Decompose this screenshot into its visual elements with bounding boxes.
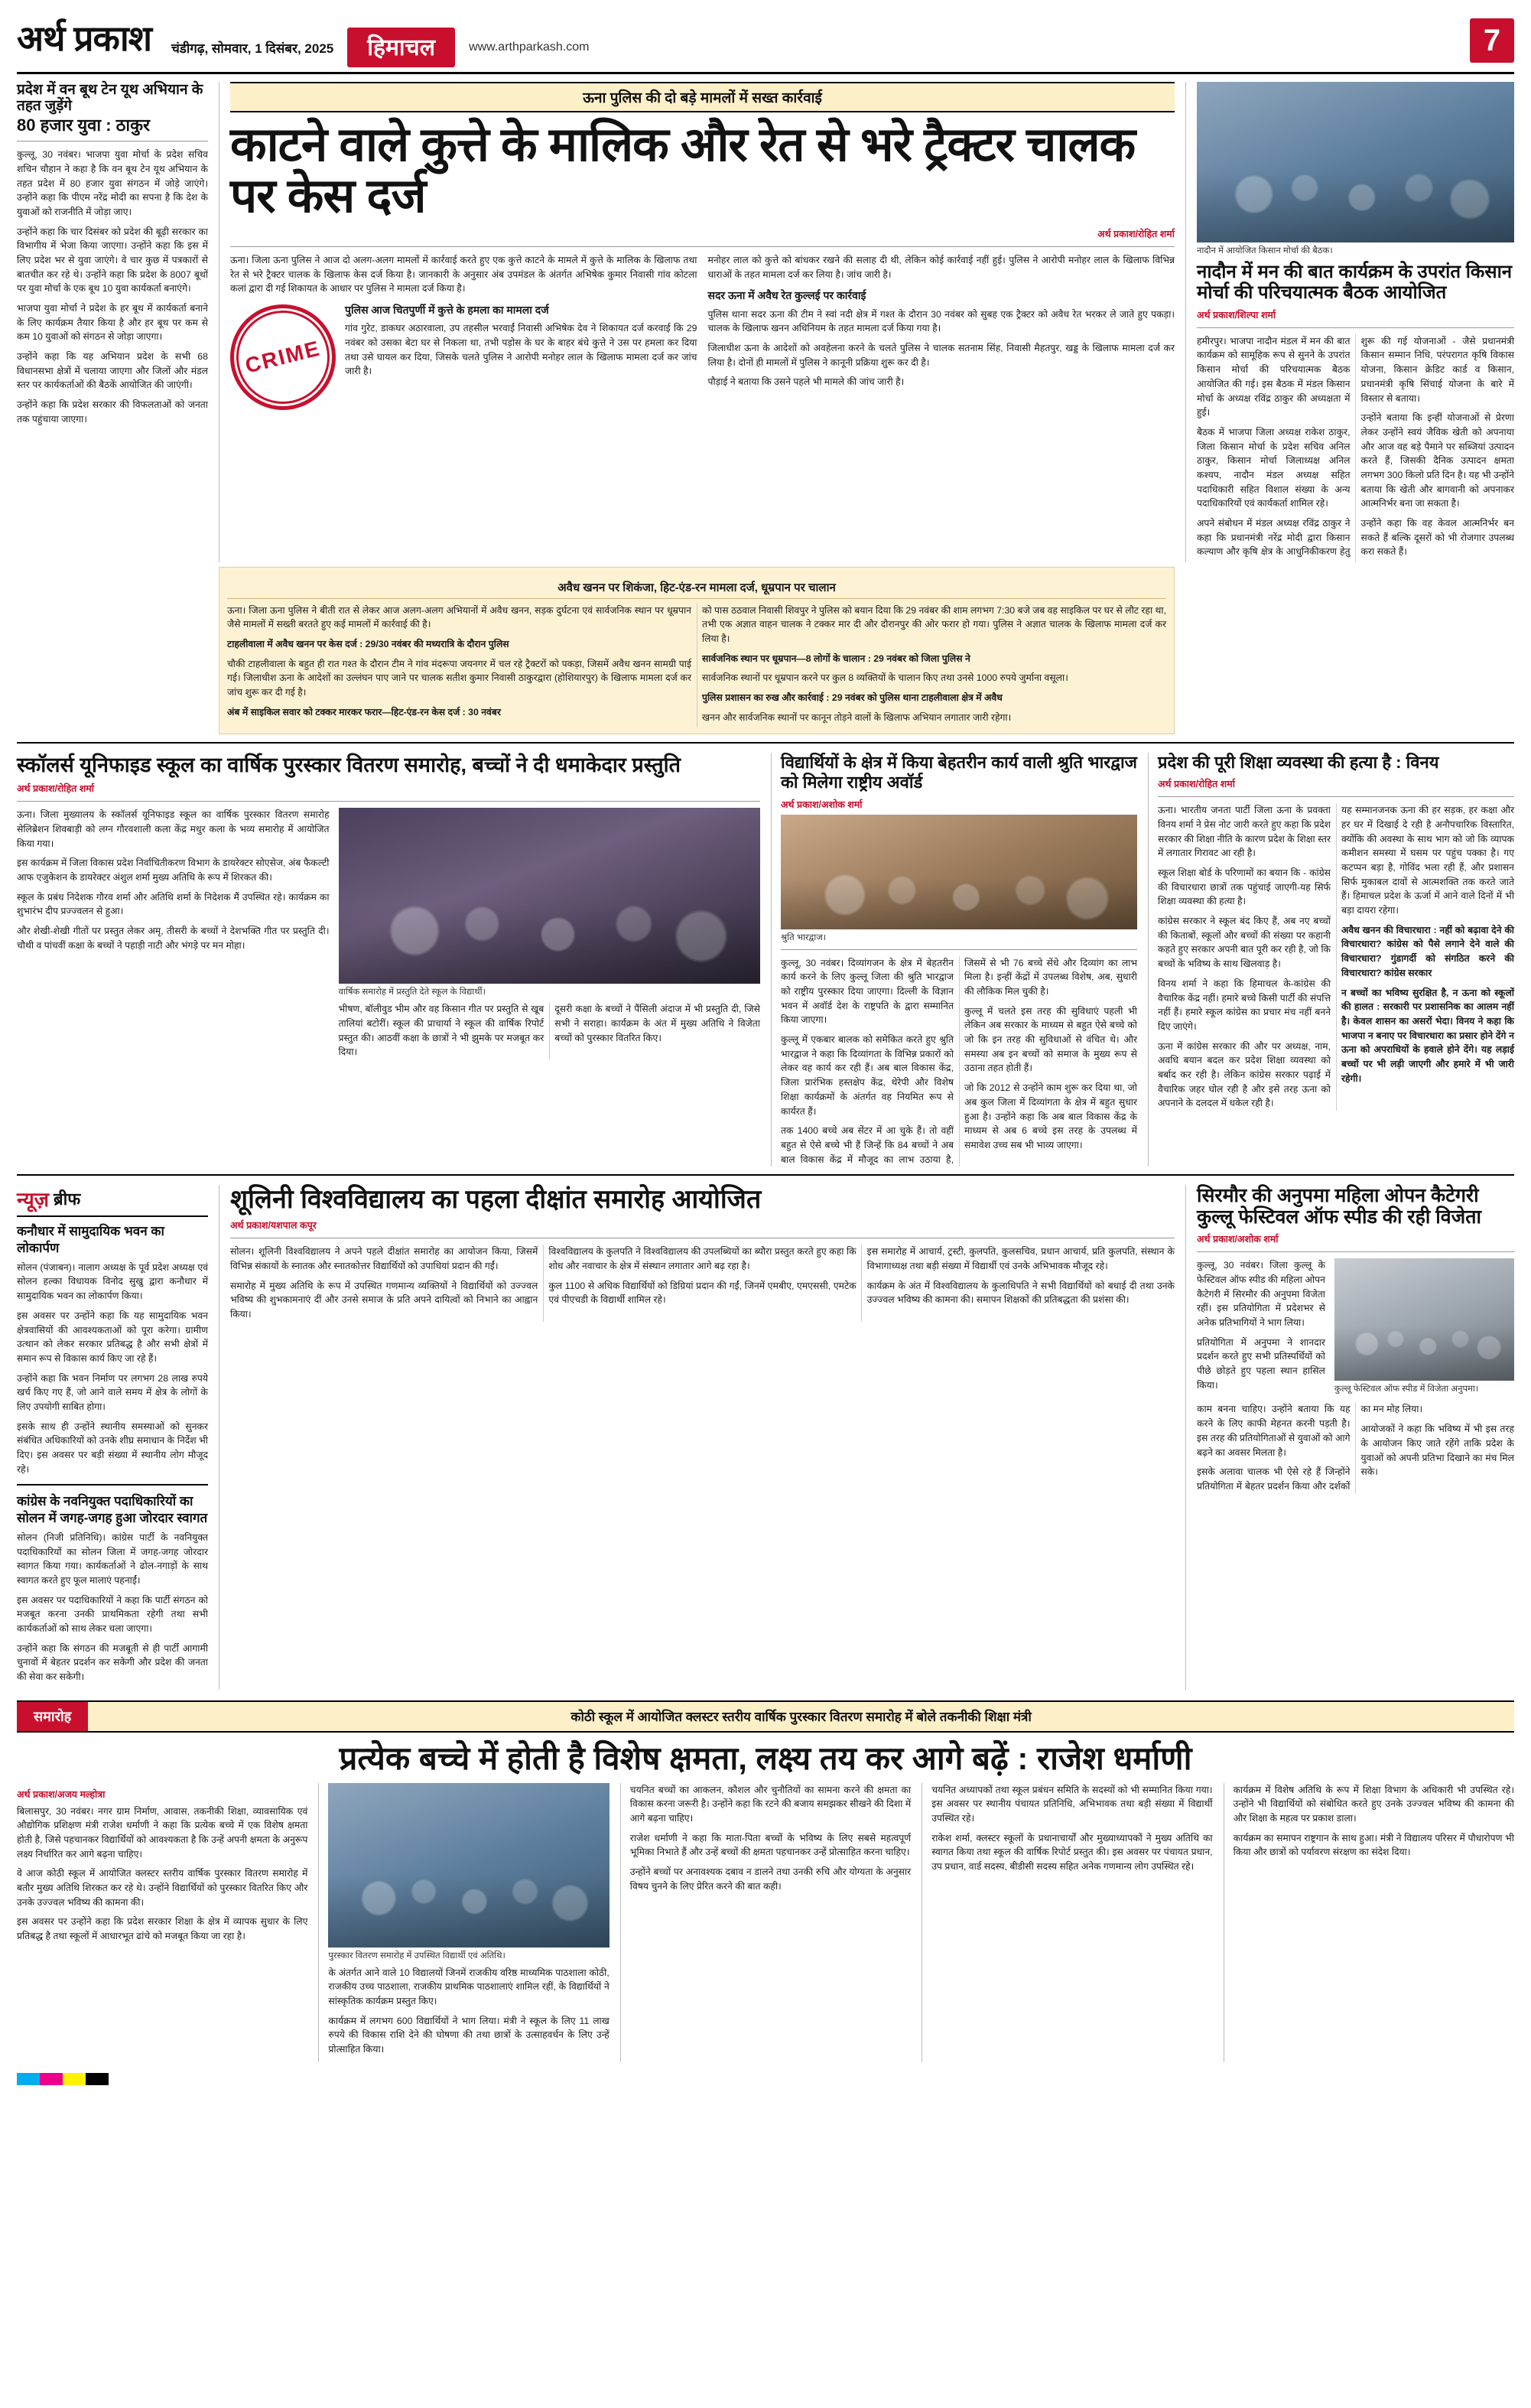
newspaper-logo: अर्थ प्रकाश [17,18,152,58]
banner-kicker: कोठी स्कूल में आयोजित क्लस्टर स्तरीय वार्षिक पुरस्कार वितरण समारोह में बोले तकनीकी शिक्षा मंत्री [570,1710,1032,1725]
shruti-headline: विद्यार्थियों के क्षेत्र में किया बेहतरीन कार्य वाली श्रुति भारद्वाज को मिलेगा राष्ट्रीय अवॉर्ड [781,752,1137,792]
lead-headline: काटने वाले कुत्ते के मालिक और रेत से भरे ट्रैक्टर चालक पर केस दर्ज [230,119,1136,223]
banner-col-1 [17,1783,307,2062]
lead-kicker: ऊना पुलिस की दो बड़े मामलों में सख्त कार्रवाई [230,82,1175,112]
brief-1-body [17,1261,208,1477]
mining-s2: को पास ठठवाल निवासी शिवपुर ने पुलिस को बयान दिया कि 29 नवंबर की शाम लगभग 7:30 बजे जब वह साइकिल पर घर से लौट रहा था, तभी एक अज्ञात वाहन चालक ने टक्कर मार दी और दौरानपुर की ओर फरार हो गया। पुलिस ने अज्ञात चालक के खिलाफ मामला दर्ज कर लिया है। [702,604,1167,644]
scholars-col1 [17,808,330,1059]
bjp-p1: हमीरपुर। भाजपा नादौन मंडल में मन की बात कार्यक्रम को सामूहिक रूप से सुनने के उपरांत किसान मोर्चा की परिचयात्मक बैठक आयोजित की गई। इस बैठक में मंडल किसान मोर्चा के अध्यक्ष रविंद्र ठाकुर की अध्यक्षता में हुई। [1197,335,1351,418]
lead-byline: अर्थ प्रकाश/रोहित शर्मा [1097,228,1175,239]
lead-sub1-head: पुलिस आज चितपुर्णी में कुत्ते के हमला का मामला दर्ज [345,303,549,316]
shoolini-body [230,1245,1175,1321]
vinay-sub-head-1: अवैध खनन की विचारधारा : नहीं को बढ़ावा देने की विचारधारा? कांग्रेस को पैसे लगाने देने वाले की विचारधारा? गुंडागर्दी को संगठित करने की विचारधारा? कांग्रेस सरकार [1341,924,1514,978]
lead-p1: ऊना। जिला ऊना पुलिस ने आज दो अलग-अलग मामलों में कार्रवाई करते हुए एक कुत्ते काटने के मामले में कुत्ते के मालिक के खिलाफ तथा रेत से भरे ट्रैक्टर चालक के खिलाफ केस दर्ज किया है। जानकारी के अनुसार अंब उपमंडल के अंतर्गत अभिषेक कुमार निवासी गांव कोटला कलां द्वारा दी गई शिकायत के आधार पर पुलिस ने मामला दर्ज किया है। [230,254,697,294]
bjp-p4: उन्होंने बताया कि इन्हीं योजनाओं से प्रेरणा लेकर उन्होंने स्वयं जैविक खेती को अपनाया और आज वह बड़े पैमाने पर सब्जियां उत्पादन करते हैं, जिसकी दैनिक उत्पादन क्षमता लगभग 300 किलो प्रति दिन है। यह भी उन्होंने बताया कि खेती और बागवानी को अपनाकर आत्मनिर्भर बना जा सकता है। [1360,412,1514,509]
vinay-p6: यह सम्मानजनक ऊना की हर सड़क, हर कक्षा और हर घर में दिखाई दे रही है अनौपचारिक विस्तारित, क्योंकि की अवस्था के साथ भाग को जो कि व्यापक कमीशन समस्या में घसम पर पहुंच पक्का है। गए कटप्पन बड़ा है, गोविंद भला रही हैं, और प्रशासन सिर्फ मुकाबल दावों से आत्मशक्ति तक करते जाते हैं। हिमाचल प्रदेश के ऊर्जा में आने वाले दिनों में भी बड़ा दायरा रहेगा। [1341,805,1514,916]
vinay-p1: ऊना। भारतीय जनता पार्टी जिला ऊना के प्रवक्ता विनय शर्मा ने प्रेस नोट जारी करते हुए कहा कि प्रदेश सरकार की शिक्षा नीति के कारण प्रदेश के शिक्षा स्तर में लगातार गिरावट आ रही है। [1158,805,1331,859]
mining-s2-head: अंब में साइकिल सवार को टक्कर मारकर फरार—हिट-एंड-रन केस दर्ज : 30 नवंबर [227,706,501,718]
brief-2-p3: उन्होंने कहा कि संगठन की मजबूती से ही पार्टी आगामी चुनावों में बेहतर प्रदर्शन कर सकेगी और प्रदेश की जनता की सेवा कर सकेगी। [17,1642,208,1683]
award-ceremony-photo [328,1783,609,1948]
shruti-p2: कुल्लू में एकबार बालक को समेकित करते हुए श्रुति भारद्वाज ने कहा कि दिव्यांगता के विभिन्न प्रकारों को लेकर वह कार्य कर रही हैं। अब बाल विकास केंद्र, जिला प्रारंभिक हस्तक्षेप केंद्र, थेरेपी और विशेष शिक्षा कार्यक्रमों के अंतर्गत वह नियमित रूप से कार्यरत हैं। [781,1034,954,1117]
banner-col-3 [620,1783,911,2062]
shruti-p3: तक 1400 बच्चे अब सेंटर में आ चुके हैं। तो वहीं बहुत से ऐसे बच्चे भी हैं जिन्हें कि 84 बच्चों ने अब बाल विकास केंद्र में मौजूद का लाभ उठाया है, जिसमें से भी 76 बच्चे सेंधे और दिव्यांग का लाभ मिला है। इन्हीं केंद्रों में उपलब्ध विशेष, अब, सुधारी की लौकिक मिल चुकी है। [781,957,1137,1165]
forest-p2: उन्होंने कहा कि चार दिसंबर को प्रदेश की बूढ़ी सरकार का विभागीय में भेजा किया जाएगा। उन्होंने कहा कि इस में लिए प्रदेश भर से युवा जाएंगे। वे चार कुछ में पत्रकारों से बातचीत कर रहे थे। उन्होंने कहा कि प्रदेश के 8007 बूथों पर युवा मोर्चा के एक बूथ 10 युवा कार्यकर्ता बनाएंगे। [17,226,208,294]
lead-sub4: जिलाधीश ऊना के आदेशों को अवहेलना करने के चलते पुलिस ने चालक सतनाम सिंह, निवासी मैहतपुर, खड्ड के खिलाफ मामला दर्ज कर लिया है। दोनों ही मामलों में पुलिस ने कानूनी प्रक्रिया शुरू कर दी है। [707,342,1175,368]
shoolini-p6: कार्यक्रम के अंत में विश्वविद्यालय के कुलाधिपति ने सभी विद्यार्थियों को बधाई दी तथा उनके उज्ज्वल भविष्य की कामना की। समापन शिक्षकों की प्रतिबद्धता की प्रशंसा की। [866,1280,1175,1306]
scholars-headline: स्कॉलर्स यूनिफाइड स्कूल का वार्षिक पुरस्कार वितरण समारोह, बच्चों ने दी धमाकेदार प्रस्तुति [17,753,681,776]
scholars-p3: स्कूल के प्रबंध निदेशक गौरव शर्मा और अतिथि शर्मा के निदेशक मैं उपस्थित रहे। कार्यक्रम का शुभारंभ दीप प्रज्ज्वलन से हुआ। [17,891,330,917]
shoolini-p1: सोलन। शूलिनी विश्वविद्यालय ने अपने पहले दीक्षांत समारोह का आयोजन किया, जिसमें विभिन्न संकायों के स्नातक और स्नातकोत्तर विद्यार्थियों को उपाधियां प्रदान की गईं। [230,1246,538,1272]
lower-section [17,1185,1514,1690]
mining-s4-head: पुलिस प्रशासन का रुख और कार्रवाई : 29 नवंबर को पुलिस थाना टाहलीवाला क्षेत्र में अवैध [702,692,1003,703]
scholars-story [17,753,760,1167]
shoolini-headline: शूलिनी विश्वविद्यालय का पहला दीक्षांत समारोह आयोजित [230,1185,762,1215]
brief-1-byline: सोलन (पंजाबन)। नालाग अध्यक्ष के पूर्व प्रदेश अध्यक्ष एवं सोलन हल्का विधायक विनोद सुखु द्वारा कनौधार में सामुदायिक भवन का लोकार्पण किया। [17,1261,208,1302]
masthead [17,14,1514,74]
shruti-story [771,753,1137,1167]
banner-p10: राकेश शर्मा, क्लस्टर स्कूलों के प्रधानाचार्यों और मुख्याध्यापकों ने मुख्य अतिथि का स्वागत किया तथा स्कूल की वार्षिक रिपोर्ट प्रस्तुत की। इस अवसर पर पंचायत प्रधान, उप प्रधान, वार्ड सदस्य, बीडीसी सदस्य सहित अनेक गणमान्य लोग उपस्थित रहे। [931,1832,1213,1873]
cmyk-cyan [17,2073,40,2085]
banner-p4: के अंतर्गत आने वाले 10 विद्यालयों जिनमें राजकीय वरिष्ठ माध्यमिक पाठशाला कोठी, राजकीय उच्च पाठशाला, राजकीय प्राथमिक पाठशालाएं शामिल रहीं, के विद्यार्थियों ने सांस्कृतिक कार्यक्रम प्रस्तुत किए। [328,1967,609,2007]
banner-p9: चयनित अध्यापकों तथा स्कूल प्रबंधन समिति के सदस्यों को भी सम्मानित किया गया। इस अवसर पर स्थानीय पंचायत प्रतिनिधि, अभिभावक तथा बड़ी संख्या में विद्यार्थी उपस्थित रहे। [931,1784,1213,1824]
banner-p5: कार्यक्रम में लगभग 600 विद्यार्थियों ने भाग लिया। मंत्री ने स्कूल के लिए 11 लाख रुपये की विकास राशि देने की घोषणा की तथा छात्रों के उत्साहवर्धन के लिए उन्हें प्रोत्साहित किया। [328,2015,609,2055]
bjp-meeting-photo [1197,82,1514,242]
bjp-p5: उन्होंने कहा कि वह केवल आत्मनिर्भर बन सकते हैं बल्कि दूसरों को भी रोजगार उपलब्ध करा सकते हैं। [1360,518,1514,558]
shruti-body [781,956,1137,1167]
anupma-p1: कुल्लू, 30 नवंबर। जिला कुल्लू के फेस्टिवल ऑफ स्पीड की महिला ओपन कैटेगरी में सिरमौर की अनुपमा विजेता रहीं। इस प्रतियोगिता में प्रदेशभर से अनेक प्रतिभागियों ने भाग लिया। [1197,1260,1325,1329]
forest-p5: उन्होंने कहा कि प्रदेश सरकार की विफलताओं को जनता तक पहुंचाया जाएगा। [17,399,208,425]
anupma-col1 [1197,1258,1325,1398]
banner-body-section [17,1783,1514,2062]
brief-1-p3: इसके साथ ही उन्होंने स्थानीय समस्याओं को सुनकर संबंधित अधिकारियों को उनके शीघ्र समाधान के निर्देश भी दिए। इस अवसर पर बड़ी संख्या में स्थानीय लोग मौजूद रहे। [17,1420,208,1475]
banner-byline: अर्थ प्रकाश/अजय मल्होत्रा [17,1788,106,1800]
cmyk-black [86,2073,109,2085]
brief-1-headline: कनौधार में सामुदायिक भवन का लोकार्पण [17,1224,164,1255]
scholars-p1: ऊना। जिला मुख्यालय के स्कॉलर्स यूनिफाइड स्कूल का वार्षिक पुरस्कार वितरण समारोह सेलिब्रेशन शिवबाड़ी को लग्न गौरवशाली कला केंद्र मधुर कला के भव्य समारोह में आयोजित किया गया। [17,809,330,849]
vinay-p2: स्कूल शिक्षा बोर्ड के परिणामों का बयान कि - कांग्रेस की विचारधारा छात्रों तक पहुंचाई जाएगी-यह सिर्फ शिक्षा व्यवस्था की हत्या है। [1158,867,1331,907]
banner-col-4 [922,1783,1212,2062]
anupma-p4: इसके अलावा चालक भी ऐसे रहे हैं जिन्होंने प्रतियोगिता में बेहतर प्रदर्शन किया और दर्शकों का मन मोह लिया। [1197,1404,1423,1492]
bjp-byline: अर्थ प्रकाश/शिल्पा शर्मा [1197,309,1276,321]
shoolini-story [219,1185,1175,1690]
lead-col-2 [708,253,1175,415]
anupma-p3: काम बनना चाहिए। उन्होंने बताया कि यह करने के लिए काफी मेहनत करनी पड़ती है। इस तरह की प्रतियोगिताओं से युवाओं को आगे बढ़ने का अवसर मिलता है। [1197,1404,1351,1458]
scholars-byline: अर्थ प्रकाश/रोहित शर्मा [17,783,94,795]
bjp-headline: नादौन में मन की बात कार्यक्रम के उपरांत किसान मोर्चा की परिचयात्मक बैठक आयोजित [1197,262,1513,303]
anupma-byline: अर्थ प्रकाश/अशोक शर्मा [1197,1234,1279,1245]
banner-p2: वे आज कोठी स्कूल में आयोजित क्लस्टर स्तरीय वार्षिक पुरस्कार वितरण समारोह में बतौर मुख्य अतिथि शिरकत कर रहे थे। उन्होंने विद्यार्थियों को पुरस्कार वितरित किए और उनके उज्ज्वल भविष्य की कामना की। [17,1868,308,1908]
brief-2-p2: इस अवसर पर पदाधिकारियों ने कहा कि पार्टी संगठन को मजबूत करना उनकी प्राथमिकता रहेगी तथा सभी कार्यकर्ताओं को साथ लेकर चला जाएगा। [17,1594,208,1635]
brief-1-p1: इस अवसर पर उन्होंने कहा कि यह सामुदायिक भवन क्षेत्रवासियों की आवश्यकताओं को पूरा करेगा। ग्रामीण उत्थान को लेकर सरकार प्रतिबद्ध है और सभी क्षेत्रों में समान रूप से विकास कार्य किए जा रहे हैं। [17,1310,208,1364]
brief-2-p1: सोलन (निजी प्रतिनिधि)। कांग्रेस पार्टी के नवनियुक्त पदाधिकारियों का सोलन जिला में जगह-जगह जोरदार स्वागत किया गया। कार्यकर्ताओं ने ढोल-नगाड़ों के साथ स्वागत करते हुए फूल मालाएं पहनाईं। [17,1531,208,1586]
cmyk-yellow [63,2073,86,2085]
bjp-photo-caption: नादौन में आयोजित किसान मोर्चा की बैठक। [1197,246,1333,255]
mid-section [17,753,1514,1167]
banner-p1: बिलासपुर, 30 नवंबर। नगर ग्राम निर्माण, आवास, तकनीकी शिक्षा, व्यावसायिक एवं औद्योगिक प्रशिक्षण मंत्री राजेश धर्माणी ने कहा कि प्रत्येक बच्चे में एक विशेष क्षमता होती है, जिसे पहचानकर विद्यार्थियों को आवश्यकता है कि उन्हें अपनी क्षमता के अनुरूप लक्ष्य निर्धारित कर आगे बढ़ना चाहिए। [17,1805,308,1860]
shruti-p5: जो कि 2012 से उन्होंने काम शुरू कर दिया था, जो अब कुल जिला में दिव्यांगता के क्षेत्र में बहुत सुधार हुआ है। उन्होंने कहा कि अब बाल विकास केंद्र के माध्यम से अब 6 बच्चे इस तरह के उपलब्ध में समावेश उच्च सब भी भाव्य जाएगा। [964,1082,1137,1150]
anupma-p2: प्रतियोगिता में अनुपमा ने शानदार प्रदर्शन करते हुए सभी प्रतिस्पर्धियों को पीछे छोड़ते हुए पहला स्थान हासिल किया। [1197,1336,1325,1391]
vinay-p4: विनय शर्मा ने कहा कि हिमाचल के-कांग्रेस की वैचारिक केंद्र नहीं। हमारे बच्चे किसी पार्टी की संपत्ति नहीं हैं। हमारे स्कूल कांग्रेस का प्रचार मंच नहीं बनने दिए जाएंगे। [1158,978,1331,1032]
forest-p3: भाजपा युवा मोर्चा ने प्रदेश के हर बूथ में कार्यकर्ता बनाने के लिए कार्यक्रम तैयार किया है और हर बूथ पर कम से कम 10 युवाओं को संगठन से जोड़ा जाएगा। [17,303,208,343]
mining-s3-head: सार्वजनिक स्थान पर धूम्रपान—8 लोगों के चालान : 29 नवंबर को जिला पुलिस ने [702,652,970,664]
forest-p1: कुल्लू, 30 नवंबर। भाजपा युवा मोर्चा के प्रदेश सचिव शचिन चौहान ने कहा है कि वन बूथ टेन यूथ अभियान के तहत प्रदेश में 80 हजार युवा संगठन में जोड़े जाएंगे। उन्होंने कहा कि पीएम नरेंद्र मोदी का सपना है कि देश के युवाओं को राजनीति में जोड़ा जाए। [17,149,208,217]
vinay-byline: अर्थ प्रकाश/रोहित शर्मा [1158,779,1235,790]
mining-body [227,604,1166,727]
scholars-p2: इस कार्यक्रम में जिला विकास प्रदेश निर्वाचितीकरण विभाग के डायरेक्टर सोएसेज, अंब फैकल्टी आफ एजुकेशन के डायरेक्टर अंशुल शर्मा मुख्य अतिथि के रूप में शिरकत की। [17,857,330,883]
shruti-p4: कुल्लू में चलते इस तरह की सुविधाएं पहली भी लेकिन अब सरकार के माध्यम से बहुत ऐसे बच्चे को जो कि इन तरह की सुविधाओं से वंचित थे। और समस्या अब इन बच्चों को समाज के मुख्य रूप से उठाना तहत होती हैं। [964,1005,1137,1074]
anupma-car-photo [1334,1258,1514,1381]
shruti-byline: अर्थ प्रकाश/अशोक शर्मा [781,799,863,810]
mining-s4: खनन और सार्वजनिक स्थानों पर कानून तोड़ने वालों के खिलाफ अभियान लगातार जारी रहेगा। [702,711,1012,723]
banner-photo-caption: पुरस्कार वितरण समारोह में उपस्थित विद्यार्थी एवं अतिथि। [328,1951,505,1961]
scholars-p5: भीषण, बॉलीवुड भीम और वह किसान गीत पर प्रस्तुति से खूब तालियां बटोरीं। स्कूल की प्राचार्या ने स्कूल की वार्षिक रिपोर्ट प्रस्तुत की। आठवीं कक्षा के छात्रों ने भी झुमके पर मजबूत कर दिया। [338,1004,544,1058]
mining-s3: सार्वजनिक स्थानों पर धूम्रपान करने पर कुल 8 व्यक्तियों के चालान किए तथा उनसे 1000 रुपये जुर्माना वसूला। [702,672,1068,684]
mining-p1: ऊना। जिला ऊना पुलिस ने बीती रात से लेकर आज अलग-अलग अभियानों में अवैध खनन, सड़क दुर्घटना एवं सार्वजनिक स्थान पर धूम्रपान जैसे मामलों में सख्ती बरतते हुए कई मामलों में कार्रवाई की है। [227,604,691,630]
news-brief-block [17,1185,208,1690]
anupma-photo-caption: कुल्लू फेस्टिवल ऑफ स्पीड में विजेता अनुपमा। [1334,1385,1479,1394]
banner-p7: राजेश धर्माणी ने कहा कि माता-पिता बच्चों के भविष्य के लिए सबसे महत्वपूर्ण भूमिका निभाते हैं और उन्हें बच्चों की क्षमता पहचानकर उन्हें प्रोत्साहित करना चाहिए। [629,1832,912,1858]
lead-sub2: मनोहर लाल को कुत्ते को बांधकर रखने की सलाह दी थी, लेकिन कोई कार्रवाई नहीं हुई। पुलिस ने आरोपी मनोहर लाल के खिलाफ विभिन्न धाराओं के तहत मामला दर्ज कर लिया है। जांच जारी है। [707,254,1175,280]
anupma-headline: सिरमौर की अनुपमा महिला ओपन कैटेगरी कुल्लू फेस्टिवल ऑफ स्पीड की रही विजेता [1197,1185,1481,1228]
lead-sub3: पुलिस थाना सदर ऊना की टीम ने स्वां नदी क्षेत्र में गश्त के दौरान 30 नवंबर को सुबह एक ट्रैक्टर को अवैध रेत भरकर ले जाते हुए पकड़ा। चालक के खिलाफ खनन अधिनियम के तहत मामला दर्ज किया गया है। [707,308,1175,334]
lead-sub3-head: सदर ऊना में अवैध रेत कुल्लई पर कार्रवाई [707,289,866,302]
forest-head-2: 80 हजार युवा : ठाकुर [17,115,151,135]
cmyk-magenta [40,2073,63,2085]
mining-s1: चौकी टाहलीवाला के बहुत ही रात गश्त के दौरान टीम ने गांव मंदरूपा जयनगर में चल रहे ट्रैक्टरों को पकड़ा, जिसमें अवैध खनन सामग्री पाई गई। जिलाधीश ऊना के आदेशों का उल्लंघन पाए जाने पर चालक सतीश कुमार निवासी ठाकुरद्वारा (होशियारपुर) के खिलाफ मामला दर्ज कर जांच शुरू कर दी गई है। [227,658,691,698]
banner-col-5 [1224,1783,1514,2062]
anupma-col2 [1334,1258,1514,1398]
shruti-photo-caption: श्रुति भारद्वाज। [781,932,827,942]
lead-sub1: गांव गुरेट, डाकघर अठारवाला, उप तहसील भरवाईं निवासी अभिषेक देव ने शिकायत दर्ज करवाई कि 29 नवंबर को उसका बेटा घर से निकला था, तभी पड़ोस के घर के बाहर बंधे कुत्ते ने उस पर हमला कर दिया तथा उसे घायल कर दिया, जिसके चलते पुलिस ने आरोपी मनोहर लाल के खिलाफ मामला दर्ज कर जांच जारी है। [345,323,697,377]
mining-s1-head: टाहलीवाला में अवैध खनन पर केस दर्ज : 29/30 नवंबर की मध्यरात्रि के दौरान पुलिस [227,638,509,649]
website-url[interactable]: www.arthparkash.com [469,41,590,54]
cmyk-registration-marks [17,2073,132,2085]
mining-box [219,567,1175,734]
edition-badge: हिमाचल [347,28,455,67]
vinay-story [1148,753,1514,1167]
mining-row [17,567,1514,734]
anupma-p5: आयोजकों ने कहा कि भविष्य में भी इस तरह के आयोजन किए जाते रहेंगे ताकि प्रदेश के युवाओं को अपनी प्रतिभा दिखाने का मंच मिल सके। [1360,1424,1514,1478]
forest-p4: उन्होंने कहा कि यह अभियान प्रदेश के सभी 68 विधानसभा क्षेत्रों में चलाया जाएगा और जिलों और मंडल स्तर पर कार्यकर्ताओं की बैठकें आयोजित की जाएंगी। [17,351,208,391]
bjp-kisan-story [1185,82,1514,562]
shruti-portrait-photo [781,815,1137,929]
page-number: 7 [1470,18,1514,63]
scholars-photo-caption: वार्षिक समारोह में प्रस्तुति देते स्कूल के विद्यार्थी। [338,988,486,997]
news-brief-label-black: ब्रीफ [54,1189,81,1209]
news-brief-header [17,1185,208,1217]
banner-p8: उन्होंने बच्चों पर अनावश्यक दबाव न डालने तथा उनकी रुचि और योग्यता के अनुसार विषय चुनने के लिए प्रेरित करने की बात कही। [629,1866,912,1892]
bjp-body [1197,334,1514,562]
scholars-col2 [339,808,761,1059]
shoolini-p2: समारोह में मुख्य अतिथि के रूप में उपस्थित गणमान्य व्यक्तियों ने विद्यार्थियों को उज्ज्वल भविष्य की शुभकामनाएं दीं और उनसे समाज के प्रति अपने दायित्वों को निभाने का आह्वान किया। [230,1280,538,1320]
shruti-p1: कुल्लू, 30 नवंबर। दिव्यांगजन के क्षेत्र में बेहतरीन कार्य करने के लिए कुल्लू जिला की श्रुति भारद्वाज को राष्ट्रीय पुरस्कार दिया जाएगा। दिल्ली के विज्ञान भवन में अवॉर्ड देश के राष्ट्रपति के द्वारा सम्मानित किया जाएगा। [781,957,954,1026]
scholars-p6: दूसरी कक्षा के बच्चों ने पैंसिली अंदाज में भी प्रस्तुति दी, जिसे सभी ने सराहा। कार्यक्रम के अंत में मुख्य अतिथि ने विजेता बच्चों को पुरस्कार वितरित किए। [554,1004,760,1043]
mining-head: अवैध खनन पर शिकंजा, हिट-एंड-रन मामला दर्ज, धूम्रपान पर चालान [227,580,1166,599]
forest-head-1: प्रदेश में वन बूथ टेन यूथ अभियान के तहत जुड़ेंगे [17,82,203,115]
top-section [17,82,1514,562]
banner-p6: चयनित बच्चों का आकलन, कौशल और चुनौतियों का सामना करने की क्षमता का विकास करना जरूरी है। उन्होंने कहा कि रटने की बजाय समझकर सीखने की दिशा में आगे बढ़ना चाहिए। [629,1784,912,1824]
banner-p3: इस अवसर पर उन्होंने कहा कि प्रदेश सरकार शिक्षा के क्षेत्र में व्यापक सुधार के लिए प्रतिबद्ध है तथा स्कूलों में आधारभूत ढांचे को मजबूत किया जा रहा है। [17,1916,308,1942]
banner-headline: प्रत्येक बच्चे में होती है विशेष क्षमता, लक्ष्य तय कर आगे बढ़ें : राजेश धर्माणी [339,1739,1192,1776]
news-brief-label-red: न्यूज़ [17,1188,50,1212]
vinay-sub-head-2: न बच्चों का भविष्य सुरक्षित है, न ऊना को स्कूलों की हालत : सरकारी पर प्रशासनिक का आलम नहीं है। केवल शासन का असरों भेदा। विनय ने कहा कि भाजपा न बनाए पर विचारधारा का प्रसार होने देंगे न ऊना को अपराधियों के हवाले होने देंगे। यह लड़ाई बच्चों पर भी लड़ी जाएगी और हमारे में भी जारी रहेगी। [1341,987,1514,1084]
lead-story [219,82,1175,562]
vinay-p5: ऊना में कांग्रेस सरकार की और पर अध्यक्ष, नाम, अवधि बयान बदल कर प्रदेश शिक्षा व्यवस्था को बर्बाद कर रही है। लेकिन कांग्रेस सरकार पढ़ाई में वैचारिक जहर घोल रही है और इसे तरह ऊना को अपनाने के दलदल में धकेल रही है। [1158,1040,1331,1109]
forest-story [17,82,208,562]
shoolini-byline: अर्थ प्रकाश/यशपाल कपूर [230,1220,317,1232]
brief-2-headline: कांग्रेस के नवनियुक्त पदाधिकारियों का सोलन में जगह-जगह हुआ जोरदार स्वागत [17,1494,208,1525]
masthead-middle [171,14,1470,67]
banner-tag: समारोह [17,1702,88,1731]
dateline: चंडीगढ़, सोमवार, 1 दिसंबर, 2025 [171,41,334,56]
brief-1-p2: उन्होंने कहा कि भवन निर्माण पर लगभग 28 लाख रुपये खर्च किए गए हैं, जो आने वाले समय में क्षेत्र के लोगों के लिए उपयोगी साबित होगा। [17,1372,208,1412]
bjp-p3: अपने संबोधन में मंडल अध्यक्ष रविंद्र ठाकुर ने कहा कि प्रधानमंत्री नरेंद्र मोदी द्वारा किसान कल्याण और कृषि क्षेत्र के आधुनिकीकरण हेतु शुरू की गई योजनाओं - जैसे प्रधानमंत्री किसान सम्मान निधि, परंपरागत कृषि विकास योजना, किसान क्रेडिट कार्ड व किसान, प्रधानमंत्री कृषि सिंचाई योजना के बारे में विस्तार से बताया। [1197,335,1514,558]
scholars-performance-photo [339,808,761,984]
vinay-p3: कांग्रेस सरकार ने स्कूल बंद किए हैं, अब नए बच्चों की किताबों, स्कूलों और बच्चों की संख्या पर कहानी कहते हुए सरकार अपनी बात पूरी कर रही है, जो कि बच्चों के भविष्य के साथ खिलवाड़ है। [1158,916,1331,970]
banner-strip [17,1700,1514,1733]
lead-sub5: पौड़ाई ने बताया कि उसने पहले भी मामले की जांच जारी है। [707,376,905,388]
crime-stamp-icon: CRIME [219,293,346,421]
banner-p12: कार्यक्रम का समापन राष्ट्रगान के साथ हुआ। मंत्री ने विद्यालय परिसर में पौधारोपण भी किया और छात्रों को पर्यावरण संरक्षण का संदेश दिया। [1233,1832,1514,1858]
shoolini-p4: कुल 1100 से अधिक विद्यार्थियों को डिग्रियां प्रदान की गईं, जिनमें एमबीए, एमएससी, एमटेक एवं पीएचडी के विद्यार्थी शामिल रहे। [548,1280,857,1306]
banner-p11: कार्यक्रम में विशेष अतिथि के रूप में शिक्षा विभाग के अधिकारी भी उपस्थित रहे। उन्होंने भी विद्यार्थियों को संबोधित करते हुए उनके उज्ज्वल भविष्य की कामना की और शिक्षा के महत्व पर प्रकाश डाला। [1233,1784,1514,1824]
scholars-p4: और शेखी-शेखी गीतों पर प्रस्तुत लेकर अमृ, तीसरी के बच्चों ने देशभक्ति गीत पर प्रस्तुति दी। चौथी व पांचवीं कक्षा के बच्चों ने पहाड़ी नाटी और भंगड़े पर मन मोहा। [17,926,330,951]
shoolini-p5: इस समारोह में आचार्य, ट्रस्टी, कुलपति, कुलसचिव, प्रधान आचार्य, प्रति कुलपति, संस्थान के विभागाध्यक्ष तथा बड़ी संख्या में विद्यार्थी एवं उनके अभिभावक मौजूद रहे। [866,1246,1175,1272]
brief-2-body [17,1531,208,1684]
vinay-body [1158,803,1514,1111]
shoolini-p3: विश्वविद्यालय के कुलपति ने विश्वविद्यालय की उपलब्धियों का ब्यौरा प्रस्तुत करते हुए कहा कि शोध और नवाचार के क्षेत्र में संस्थान लगातार आगे बढ़ रहा है। [548,1246,857,1272]
bjp-p2: बैठक में भाजपा जिला अध्यक्ष राकेश ठाकुर, जिला किसान मोर्चा के प्रदेश सचिव अनिल ठाकुर, किसान मोर्चा जिलाध्यक्ष अनिल कश्यप, नादौन मंडल अध्यक्ष सहित पदाधिकारी सहित विशाल संख्या के अन्य पदाधिकारियों एवं कार्यकर्ता शामिल रहे। [1197,426,1351,509]
anupma-story [1185,1185,1514,1690]
forest-body [17,148,208,426]
banner-col-2 [318,1783,609,2062]
lead-col-1 [230,253,697,415]
vinay-headline: प्रदेश की पूरी शिक्षा व्यवस्था की हत्या है : विनय [1158,752,1439,772]
